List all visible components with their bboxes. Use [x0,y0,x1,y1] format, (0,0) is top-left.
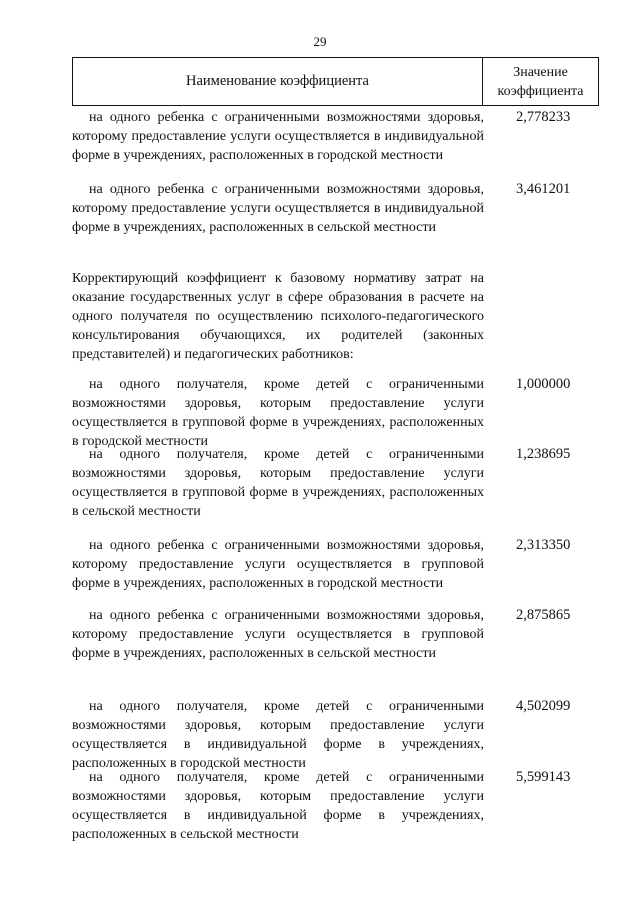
column-header-value-line1: Значение [513,64,568,80]
coefficient-value: 2,313350 [516,537,571,553]
column-header-value [483,58,598,105]
page-number: 29 [313,34,327,49]
coefficient-value: 4,502099 [516,698,571,714]
coefficient-name: на одного ребенка с ограниченными возможностями здоровья, которому предоставление услуги осуществляется в групповой форме в учреждениях, расположенных в городской местности [72,538,484,591]
table-header [72,57,599,106]
coefficient-value: 2,875865 [516,607,571,623]
column-header-name: Наименование коэффициента [73,58,483,105]
coefficient-name: на одного ребенка с ограниченными возможностями здоровья, которому предоставление услуги осуществляется в индивидуальной форме в учреждениях, расположенных в сельской местности [72,182,484,235]
coefficient-value: 1,238695 [516,446,571,462]
coefficient-name: на одного ребенка с ограниченными возможностями здоровья, которому предоставление услуги осуществляется в индивидуальной форме в учреждениях, расположенных в городской местности [72,110,484,163]
section-heading-text: Корректирующий коэффициент к базовому нормативу затрат на оказание государственных услуг в сфере образования в расчете на одного получателя по осуществлению психолого-педагогического консультирования обучающихся, их родителей (законных представителей) и педагогических работников: [72,271,484,362]
column-header-value-line2: коэффициента [497,83,584,99]
coefficient-name: на одного получателя, кроме детей с ограниченными возможностями здоровья, которым предоставление услуги осуществляется в групповой форме в учреждениях, расположенных в городской местности [72,377,484,449]
coefficient-value: 3,461201 [516,181,571,197]
coefficient-name: на одного ребенка с ограниченными возможностями здоровья, которому предоставление услуги осуществляется в групповой форме в учреждениях, расположенных в сельской местности [72,608,484,661]
coefficient-value: 2,778233 [516,109,571,125]
coefficient-value: 1,000000 [516,376,571,392]
coefficient-name: на одного получателя, кроме детей с ограниченными возможностями здоровья, которым предоставление услуги осуществляется в индивидуальной форме в учреждениях, расположенных в сельской местности [72,770,484,842]
coefficient-name: на одного получателя, кроме детей с ограниченными возможностями здоровья, которым предоставление услуги осуществляется в индивидуальной форме в учреждениях, расположенных в городской местности [72,699,484,771]
coefficient-value: 5,599143 [516,769,571,785]
coefficient-name: на одного получателя, кроме детей с ограниченными возможностями здоровья, которым предоставление услуги осуществляется в групповой форме в учреждениях, расположенных в сельской местности [72,447,484,519]
